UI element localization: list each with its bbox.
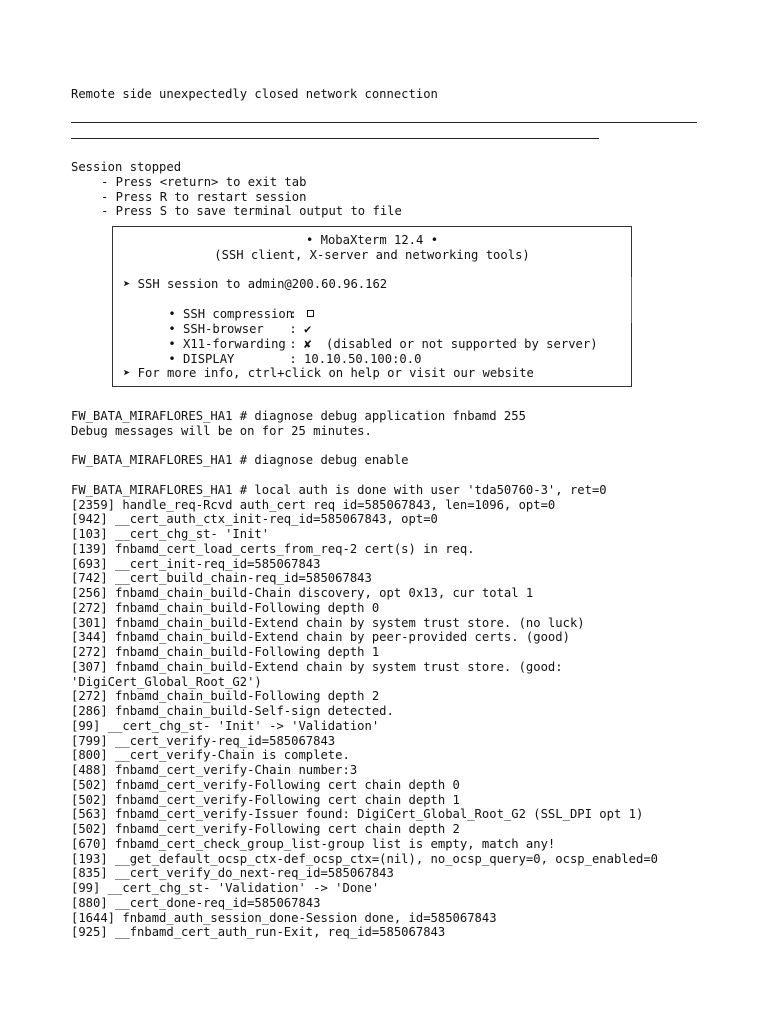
log-line: FW_BATA_MIRAFLORES_HA1 # local auth is done with user 'tda50760-3', ret=0 [71, 482, 607, 497]
log-line: [563] fnbamd_cert_verify-Issuer found: DigiCert_Global_Root_G2 (SSL_DPI opt 1) [71, 807, 644, 822]
connection-closed-message: Remote side unexpectedly closed network connection [71, 87, 438, 101]
log-line: [502] fnbamd_cert_verify-Following cert chain depth 0 [71, 777, 460, 792]
display-row [113, 337, 631, 366]
log-line: [1644] fnbamd_auth_session_done-Session done, id=585067843 [71, 910, 497, 925]
log-line: [286] fnbamd_chain_build-Self-sign detected. [71, 704, 394, 718]
log-line: [502] fnbamd_cert_verify-Following cert chain depth 2 [71, 822, 460, 836]
option-save-output: - Press S to save terminal output to file [101, 204, 402, 219]
log-line: [272] fnbamd_chain_build-Following depth 2 [71, 689, 380, 704]
display-label: • DISPLAY [168, 351, 235, 366]
log-line: [799] __cert_verify-req_id=585067843 [71, 733, 336, 748]
banner-subtitle: (SSH client, X-server and networking tools) [214, 248, 530, 262]
ssh-browser-label: • SSH-browser [168, 321, 264, 336]
banner-right-mark [631, 277, 632, 323]
log-line: [193] __get_default_ocsp_ctx-def_ocsp_ctx=(nil), no_ocsp_query=0, ocsp_enabled=0 [71, 851, 658, 866]
log-line: [307] fnbamd_chain_build-Extend chain by system trust store. (good: [71, 659, 563, 674]
log-line [71, 468, 711, 483]
ssh-session-line: ➤ SSH session to admin@200.60.96.162 [123, 277, 388, 291]
log-line: [103] __cert_chg_st- 'Init' [71, 527, 270, 541]
log-line: Debug messages will be on for 25 minutes. [71, 423, 372, 438]
log-line: [272] fnbamd_chain_build-Following depth 0 [71, 600, 380, 615]
log-line: [488] fnbamd_cert_verify-Chain number:3 [71, 763, 358, 777]
option-exit-tab: - Press <return> to exit tab [101, 174, 307, 189]
log-line: [99] __cert_chg_st- 'Validation' -> 'Done' [71, 881, 380, 895]
debug-log [71, 409, 711, 940]
log-line: [670] fnbamd_cert_check_group_list-group list is empty, match any! [71, 836, 556, 851]
ssh-browser-row [113, 307, 631, 336]
log-line: [502] fnbamd_cert_verify-Following cert chain depth 1 [71, 792, 460, 807]
x11-forwarding-value: ✘ (disabled or not supported by server) [304, 336, 598, 351]
log-line: [880] __cert_done-req_id=585067843 [71, 895, 321, 910]
option-restart-session: - Press R to restart session [101, 189, 307, 204]
log-line: [99] __cert_chg_st- 'Init' -> 'Validation' [71, 718, 380, 733]
session-stopped-block [71, 160, 711, 219]
log-line: [835] __cert_verify_do_next-req_id=585067843 [71, 866, 394, 881]
ssh-compression-label: • SSH compression [168, 306, 294, 321]
log-line [71, 439, 711, 454]
log-line: [942] __cert_auth_ctx_init-req_id=585067843, opt=0 [71, 512, 438, 527]
mobaxterm-banner [112, 226, 632, 387]
log-line: FW_BATA_MIRAFLORES_HA1 # diagnose debug application fnbamd 255 [71, 409, 526, 423]
check-icon: ✔ [304, 321, 312, 336]
log-line: [925] __fnbamd_cert_auth_run-Exit, req_id=585067843 [71, 925, 446, 940]
log-line: [693] __cert_init-req_id=585067843 [71, 556, 321, 571]
ssh-compression-row [113, 292, 631, 321]
log-line: [800] __cert_verify-Chain is complete. [71, 748, 350, 763]
log-line: [139] fnbamd_cert_load_certs_from_req-2 cert(s) in req. [71, 541, 475, 556]
log-line: [344] fnbamd_chain_build-Extend chain by peer-provided certs. (good) [71, 630, 570, 645]
session-stopped-title: Session stopped [71, 160, 182, 174]
log-line: FW_BATA_MIRAFLORES_HA1 # diagnose debug enable [71, 453, 409, 468]
separator-line-1 [71, 122, 697, 123]
log-line: [301] fnbamd_chain_build-Extend chain by system trust store. (no luck) [71, 615, 585, 630]
separator-line-2 [71, 138, 599, 139]
log-line: [256] fnbamd_chain_build-Chain discovery, opt 0x13, cur total 1 [71, 586, 534, 600]
more-info-line: ➤ For more info, ctrl+click on help or visit our website [123, 366, 534, 380]
log-line: [742] __cert_build_chain-req_id=585067843 [71, 571, 372, 586]
log-line: [272] fnbamd_chain_build-Following depth 1 [71, 645, 380, 659]
log-line: 'DigiCert_Global_Root_G2') [71, 674, 262, 689]
x11-forwarding-sep: : [289, 336, 305, 351]
ssh-compression-sep: : [289, 306, 305, 321]
x11-forwarding-label: • X11-forwarding [168, 336, 286, 351]
ssh-browser-sep: : [289, 321, 305, 336]
display-value: 10.10.50.100:0.0 [304, 351, 422, 366]
x11-forwarding-row [113, 322, 631, 351]
display-sep: : [289, 351, 305, 366]
banner-title: • MobaXterm 12.4 • [305, 233, 439, 247]
log-line: [2359] handle_req-Rcvd auth_cert req id=585067843, len=1096, opt=0 [71, 497, 556, 512]
